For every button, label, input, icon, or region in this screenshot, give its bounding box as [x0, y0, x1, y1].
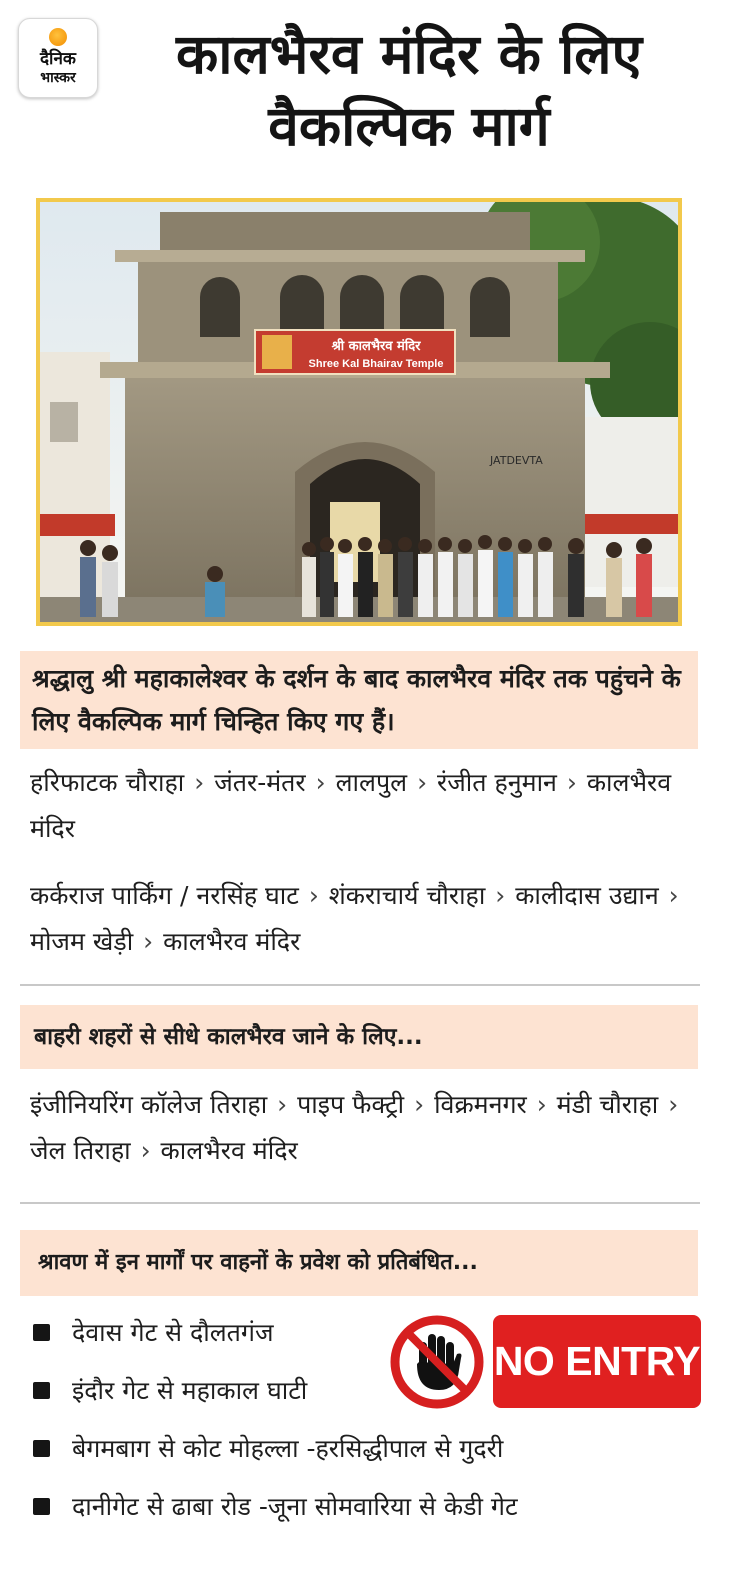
route-arrow-icon: ›	[566, 768, 577, 797]
no-entry-hand-icon	[389, 1314, 485, 1410]
route-stop: कालभैरव मंदिर	[163, 927, 301, 956]
section3-heading: श्रावण में इन मार्गों पर वाहनों के प्रवेश को प्रतिबंधित...	[20, 1230, 698, 1296]
route-arrow-icon: ›	[495, 881, 506, 910]
route-stop: रंजीत हनुमान	[437, 768, 557, 797]
logo-line-2: भास्कर	[40, 70, 76, 86]
list-item-text: देवास गेट से दौलतगंज	[72, 1318, 274, 1347]
route-stop: विक्रमनगर	[434, 1090, 527, 1119]
logo-line-1: दैनिक	[40, 49, 76, 69]
list-item-text: दानीगेट से ढाबा रोड -जूना सोमवारिया से केडी गेट	[72, 1492, 518, 1521]
route-arrow-icon: ›	[315, 768, 326, 797]
page-title	[104, 18, 714, 162]
route-arrow-icon: ›	[277, 1090, 288, 1119]
section1-heading: श्रद्धालु श्री महाकालेश्वर के दर्शन के बाद कालभैरव मंदिर तक पहुंचने के लिए वैकल्पिक मार्ग चिन्हित किए गए हैं।	[20, 651, 698, 749]
no-entry-label: NO ENTRY	[493, 1315, 701, 1408]
route-1	[30, 760, 695, 852]
route-arrow-icon: ›	[308, 881, 319, 910]
route-arrow-icon: ›	[140, 1136, 151, 1165]
temple-photo	[36, 198, 682, 626]
route-arrow-icon: ›	[417, 768, 428, 797]
route-stop: कालीदास उद्यान	[515, 881, 659, 910]
list-item	[30, 1426, 720, 1484]
route-arrow-icon: ›	[536, 1090, 547, 1119]
route-stop: मोजम खेड़ी	[30, 927, 134, 956]
route-stop: इंजीनियरिंग कॉलेज तिराहा	[30, 1090, 268, 1119]
route-arrow-icon: ›	[668, 1090, 679, 1119]
route-3	[30, 1082, 695, 1174]
dainik-bhaskar-logo	[18, 18, 98, 98]
bullet-icon	[33, 1440, 50, 1457]
bullet-icon	[33, 1382, 50, 1399]
route-stop: हरिफाटक चौराहा	[30, 768, 185, 797]
route-stop: कर्कराज पार्किंग / नरसिंह घाट	[30, 881, 299, 910]
sign-text-english: Shree Kal Bhairav Temple	[308, 358, 444, 370]
bullet-icon	[33, 1498, 50, 1515]
divider	[20, 984, 700, 986]
list-item-text: बेगमबाग से कोट मोहल्ला -हरसिद्धीपाल से गुदरी	[72, 1434, 504, 1463]
route-arrow-icon: ›	[414, 1090, 425, 1119]
route-2	[30, 873, 695, 965]
route-stop: लालपुल	[335, 768, 408, 797]
route-stop: कालभैरव मंदिर	[160, 1136, 298, 1165]
route-stop: कालभैरव मंदिर	[30, 768, 672, 843]
sun-icon	[49, 28, 67, 46]
route-stop: मंडी चौराहा	[556, 1090, 659, 1119]
list-item	[30, 1484, 720, 1542]
sign-text-hindi: श्री कालभैरव मंदिर	[331, 339, 421, 354]
route-stop: शंकराचार्य चौराहा	[328, 881, 486, 910]
route-arrow-icon: ›	[194, 768, 205, 797]
photo-watermark: JATDEVTA	[490, 454, 543, 467]
divider	[20, 1202, 700, 1204]
section2-heading: बाहरी शहरों से सीधे कालभैरव जाने के लिए...	[20, 1005, 698, 1069]
title-line-2: वैकल्पिक मार्ग	[268, 94, 550, 158]
bullet-icon	[33, 1324, 50, 1341]
route-stop: पाइप फैक्ट्री	[297, 1090, 405, 1119]
title-line-1: कालभैरव मंदिर के लिए	[176, 22, 642, 86]
list-item-text: इंदौर गेट से महाकाल घाटी	[72, 1376, 308, 1405]
route-arrow-icon: ›	[143, 927, 154, 956]
route-stop: जंतर-मंतर	[214, 768, 306, 797]
route-arrow-icon: ›	[668, 881, 679, 910]
route-stop: जेल तिराहा	[30, 1136, 131, 1165]
